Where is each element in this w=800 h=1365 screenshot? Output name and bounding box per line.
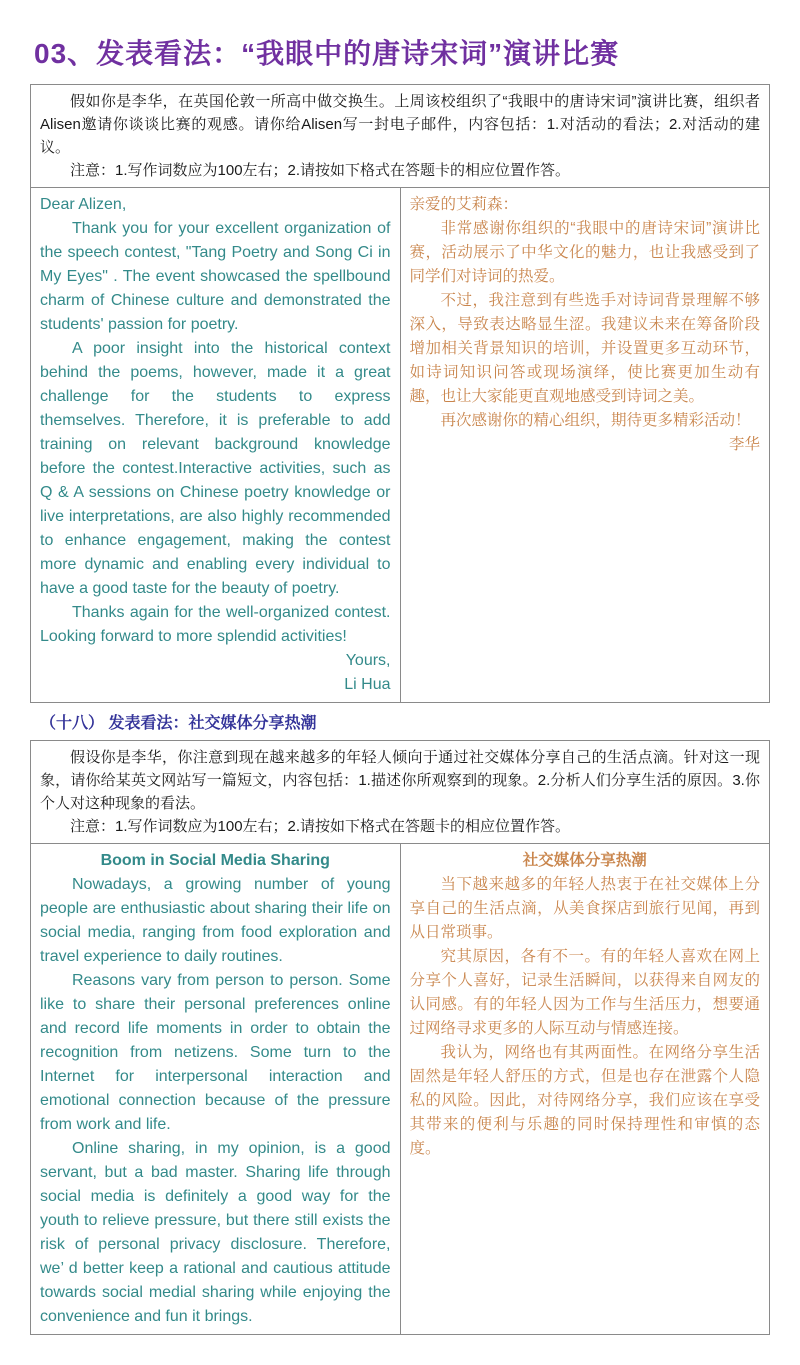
letter-paragraph: Thanks again for the well-organized contest. Looking forward to more splendid activities! (40, 604, 391, 645)
exercise-2-answer-row (31, 844, 770, 1335)
translation-signature: 李华 (728, 436, 760, 453)
letter-signature: Li Hua (344, 676, 391, 693)
exercise-2-prompt-task: 假设你是李华，你注意到现在越来越多的年轻人倾向于通过社交媒体分享自己的生活点滴。针对这一现象，请你给某英文网站写一篇短文，内容包括：1.描述你所观察到的现象。2.分析人们分享生活的原因。3.你个人对这种现象的看法。 (40, 749, 760, 812)
exercise-2-table (30, 740, 770, 1335)
translation-paragraph: 非常感谢你组织的“我眼中的唐诗宋词”演讲比赛，活动展示了中华文化的魅力，也让我感受到了同学们对诗词的热爱。 (409, 220, 760, 285)
translation-paragraph: 究其原因，各有不一。有的年轻人喜欢在网上分享个人喜好，记录生活瞬间，以获得来自网友的认同感。有的年轻人因为工作与生活压力，想要通过网络寻求更多的人际互动与情感连接。 (409, 948, 760, 1037)
translation-paragraph: 当下越来越多的年轻人热衷于在社交媒体上分享自己的生活点滴，从美食探店到旅行见闻，再到从日常琐事。 (409, 876, 760, 941)
translation-paragraph: 不过，我注意到有些选手对诗词背景理解不够深入，导致表达略显生涩。我建议未来在筹备阶段增加相关背景知识的培训，并设置更多互动环节，如诗词知识问答或现场演绎，使比赛更加生动有趣，也让大家能更直观地感受到诗词之美。 (409, 292, 760, 405)
exercise-2-prompt-row (31, 741, 770, 844)
exercise-2-prompt-note: 注意：1.写作词数应为100左右；2.请按如下格式在答题卡的相应位置作答。 (70, 818, 571, 835)
essay-paragraph: Nowadays, a growing number of young people are enthusiastic about sharing their life on social media, ranging from food exploration and travel experience to daily routines. (40, 876, 391, 965)
exercise-1-prompt-row (31, 85, 770, 188)
exercise-1-chinese-translation (400, 188, 770, 703)
exercise-2-chinese-translation (400, 844, 770, 1335)
translation-salutation: 亲爱的艾莉森： (409, 196, 519, 213)
exercise-1-english-letter (31, 188, 401, 703)
translation-title: 社交媒体分享热潮 (522, 852, 647, 869)
letter-paragraph: A poor insight into the historical context behind the poems, however, made it a great challenge for the students to express themselves. Therefore, it is preferable to add training on relevant background knowledge before the contest.Interactive activities, such as Q & A sessions on Chinese poetry knowledge or live interpretations, are also highly recommended to enhance engagement, making the contest more dynamic and enabling every individual to have a good taste for the beauty of poetry. (40, 340, 391, 597)
translation-paragraph: 我认为，网络也有其两面性。在网络分享生活固然是年轻人舒压的方式，但是也存在泄露个人隐私的风险。因此，对待网络分享，我们应该在享受其带来的便利与乐趣的同时保持理性和审慎的态度。 (409, 1044, 760, 1157)
exercise-1-prompt-task: 假如你是李华，在英国伦敦一所高中做交换生。上周该校组织了“我眼中的唐诗宋词”演讲比赛，组织者Alisen邀请你谈谈比赛的观感。请你给Alisen写一封电子邮件，内容包括：1.对活动的看法；2.对活动的建议。 (40, 93, 760, 156)
exercise-2-prompt-box (31, 741, 770, 844)
exercise-1-prompt-note: 注意：1.写作词数应为100左右；2.请按如下格式在答题卡的相应位置作答。 (70, 162, 571, 179)
exercise-2-english-essay (31, 844, 401, 1335)
exercise-1-table (30, 84, 770, 703)
essay-paragraph: Reasons vary from person to person. Some like to share their personal preferences online and record life moments in order to obtain the recognition from netizens. Some turn to the Internet for interpersonal interaction and emotional connection because of the pressure from work and life. (40, 972, 391, 1133)
exercise-1-prompt-box (31, 85, 770, 188)
essay-paragraph: Online sharing, in my opinion, is a good servant, but a bad master. Sharing life through social media is definitely a good way for the youth to relieve pressure, but there still exists the risk of personal privacy disclosure. Therefore, we’ d better keep a rational and cautious attitude towards social medial sharing while enjoying the convenience and fun it brings. (40, 1140, 391, 1325)
translation-paragraph: 再次感谢你的精心组织，期待更多精彩活动！ (440, 412, 751, 429)
letter-closing: Yours, (345, 652, 391, 669)
essay-title: Boom in Social Media Sharing (100, 852, 330, 869)
exercise-2-heading: （十八） 发表看法：社交媒体分享热潮 (40, 715, 317, 732)
exercise-1-answer-row (31, 188, 770, 703)
letter-salutation: Dear Alizen, (40, 196, 127, 213)
page-title: 03、发表看法：“我眼中的唐诗宋词”演讲比赛 (34, 38, 620, 69)
letter-paragraph: Thank you for your excellent organization of the speech contest, "Tang Poetry and Song Ci in My Eyes" . The event showcased the spellbound charm of Chinese culture and demonstrated the students' passion for poetry. (40, 220, 391, 333)
